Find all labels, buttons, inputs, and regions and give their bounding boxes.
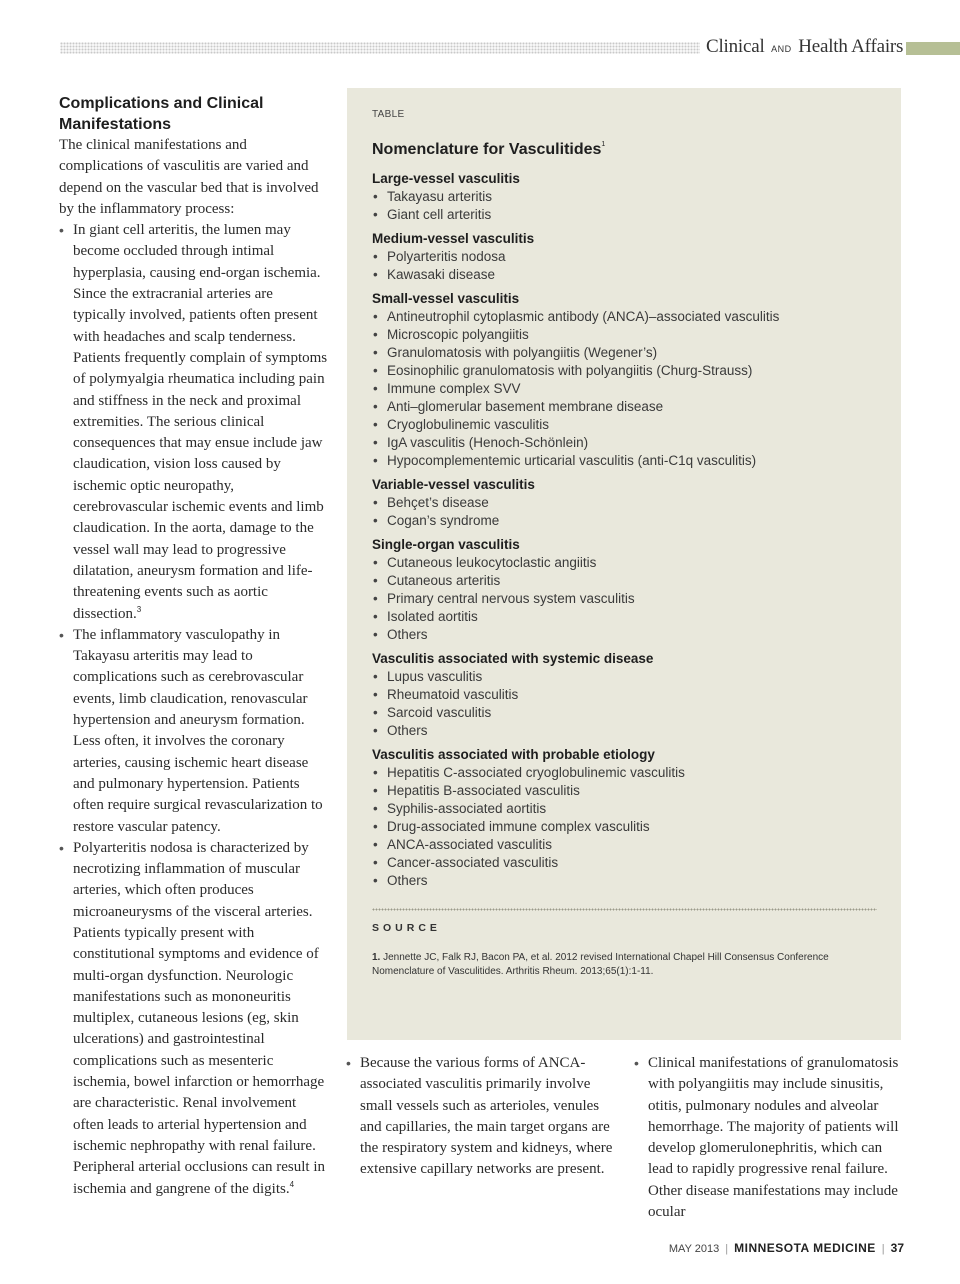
bullet-granulomatosis <box>634 1053 904 1223</box>
table-group-item: • Others <box>372 722 877 740</box>
page-number: 37 <box>890 1241 904 1255</box>
bullet-text: The inflammatory vasculopathy in Takayasu arteritis may lead to complications such as cerebrovascular events, limb claudication, renovascular hypertension and aneurysm formation. Less often, it involves the coronary arteries, causing ischemic heart disease and pulmonary hypertension. Patients often require surgical revascularization to restore vascular patency. <box>73 626 323 835</box>
section-title-health-affairs: Health Affairs <box>798 36 904 57</box>
source-citation <box>372 951 877 978</box>
table-group <box>372 476 877 530</box>
table-title-reference: 1 <box>601 141 606 148</box>
table-group-item: • Granulomatosis with polyangiitis (Wegener’s) <box>372 344 877 362</box>
intro-paragraph: The clinical manifestations and complications of vasculitis are varied and depend on the vascular bed that is involved by the inflammatory process: <box>59 137 319 217</box>
table-title <box>372 140 877 160</box>
table-group-item: • Lupus vasculitis <box>372 668 877 686</box>
bullet-anca-vasculitis <box>346 1053 616 1181</box>
footer-date: MAY 2013 <box>668 1243 720 1255</box>
table-group-title: Single-organ vasculitis <box>372 537 520 552</box>
table-group-item: • Others <box>372 626 877 644</box>
table-group-item: • Others <box>372 872 877 890</box>
bullet-takayasu-arteritis <box>59 625 329 838</box>
table-group-item: • Eosinophilic granulomatosis with polyangiitis (Churg-Strauss) <box>372 362 877 380</box>
footer-separator: | <box>881 1243 885 1255</box>
table-group <box>372 170 877 224</box>
header-color-bar <box>906 42 960 55</box>
left-column <box>59 93 329 1200</box>
table-group-item: • Cutaneous leukocytoclastic angiitis <box>372 554 877 572</box>
bullet-text: In giant cell arteritis, the lumen may become occluded through intimal hyperplasia, causing end-organ ischemia. Since the extracranial arteries are typically involved, patients often present with headaches and scalp tenderness. Patients frequently complain of symptoms of polymyalgia rheumatica including pain and stiffness in the neck and proximal extremities. The serious clinical consequences that may ensue include jaw claudication, vision loss caused by ischemic optic neuropathy, cerebrovascular ischemic events and limb claudication. In the aorta, damage to the vessel wall may lead to progressive dilatation, aneurysm formation and life-threatening events such as aortic dissection. <box>73 222 328 622</box>
table-group-title: Medium-vessel vasculitis <box>372 231 535 246</box>
table-group-title: Vasculitis associated with systemic disease <box>372 651 654 666</box>
table-group-item: • Cancer-associated vasculitis <box>372 854 877 872</box>
table-group-title: Variable-vessel vasculitis <box>372 477 535 492</box>
table-group-title: Small-vessel vasculitis <box>372 291 520 306</box>
table-group-title: Vasculitis associated with probable etiology <box>372 747 655 762</box>
table-group-item: • Immune complex SVV <box>372 380 877 398</box>
table-group-item: • IgA vasculitis (Henoch-Schönlein) <box>372 434 877 452</box>
table-title-text: Nomenclature for Vasculitides <box>372 141 602 158</box>
table-group <box>372 230 877 284</box>
table-group-item: • Giant cell arteritis <box>372 206 877 224</box>
bullet-text: Polyarteritis nodosa is characterized by necrotizing inflammation of muscular arteries, which often produces microaneurysms of the visceral arteries. Patients typically present with constitutional symptoms and evidence of multi-organ dysfunction. Neurologic manifestations such as mononeuritis multiplex, cutaneous lesions (eg, skin ulcerations) and gastrointestinal complications such as mesenteric ischemia, bowel infarction or hemorrhage are characteristic. Renal involvement often leads to arterial hypertension and ischemic nephropathy with renal failure. Peripheral arterial occlusions can result in ischemia and gangrene of the digits. <box>73 839 325 1197</box>
source-text: Jennette JC, Falk RJ, Bacon PA, et al. 2012 revised International Chapel Hill Consensus Conference Nomenclature of Vasculitides. Arthritis Rheum. 2013;65(1):1-11. <box>372 952 829 977</box>
table-group-item: • Drug-associated immune complex vasculitis <box>372 818 877 836</box>
right-column <box>634 1053 904 1223</box>
table-group-item: • Cogan’s syndrome <box>372 512 877 530</box>
table-group-item: • Rheumatoid vasculitis <box>372 686 877 704</box>
table-group-item: • Polyarteritis nodosa <box>372 248 877 266</box>
source-dotted-rule <box>372 908 877 911</box>
source-number: 1. <box>372 952 381 963</box>
table-group <box>372 290 877 470</box>
table-group <box>372 746 877 890</box>
page-footer <box>669 1241 904 1255</box>
nomenclature-table <box>347 88 901 1040</box>
middle-column <box>346 1053 616 1181</box>
table-group-item: • Hepatitis C-associated cryoglobulinemic vasculitis <box>372 764 877 782</box>
footer-magazine: MINNESOTA MEDICINE <box>734 1241 876 1255</box>
table-group-item: • Hepatitis B-associated vasculitis <box>372 782 877 800</box>
reference-marker: 4 <box>289 1179 295 1189</box>
table-group-item: • Primary central nervous system vasculitis <box>372 590 877 608</box>
source-heading: SOURCE <box>372 922 441 934</box>
section-title-clinical: Clinical <box>706 36 765 57</box>
table-group-item: • Cryoglobulinemic vasculitis <box>372 416 877 434</box>
table-group <box>372 650 877 740</box>
header-dotted-rule <box>60 42 700 54</box>
bullet-text: Clinical manifestations of granulomatosis with polyangiitis may include sinusitis, otitis, pulmonary nodules and alveolar hemorrhage. The majority of patients will develop glomerulonephritis, which can lead to rapidly progressive renal failure. Other disease manifestations may include ocular <box>648 1055 899 1221</box>
table-group <box>372 536 877 644</box>
table-group-item: • Behçet’s disease <box>372 494 877 512</box>
section-title-and: AND <box>771 44 792 54</box>
bullet-text: Because the various forms of ANCA-associated vasculitis primarily involve small vessels such as arterioles, venules and capillaries, the main target organs are the respiratory system and kidneys, where extensive capillary networks are present. <box>360 1055 613 1178</box>
bullet-polyarteritis-nodosa <box>59 838 329 1200</box>
table-groups <box>372 170 877 890</box>
table-group-item: • Hypocomplementemic urticarial vasculitis (anti-C1q vasculitis) <box>372 452 877 470</box>
table-group-item: • Isolated aortitis <box>372 608 877 626</box>
section-heading: Complications and Clinical Manifestations <box>59 95 264 133</box>
bullet-giant-cell-arteritis <box>59 220 329 625</box>
table-group-item: • Takayasu arteritis <box>372 188 877 206</box>
table-group-item: • Anti–glomerular basement membrane disease <box>372 398 877 416</box>
table-group-item: • ANCA-associated vasculitis <box>372 836 877 854</box>
table-group-item: • Syphilis-associated aortitis <box>372 800 877 818</box>
table-group-item: • Cutaneous arteritis <box>372 572 877 590</box>
reference-marker: 3 <box>136 604 142 614</box>
table-group-item: • Sarcoid vasculitis <box>372 704 877 722</box>
footer-separator: | <box>725 1243 729 1255</box>
section-title <box>706 36 903 58</box>
table-group-item: • Antineutrophil cytoplasmic antibody (ANCA)–associated vasculitis <box>372 308 877 326</box>
table-group-title: Large-vessel vasculitis <box>372 171 520 186</box>
table-label: TABLE <box>372 109 405 120</box>
table-group-item: • Kawasaki disease <box>372 266 877 284</box>
table-group-item: • Microscopic polyangiitis <box>372 326 877 344</box>
